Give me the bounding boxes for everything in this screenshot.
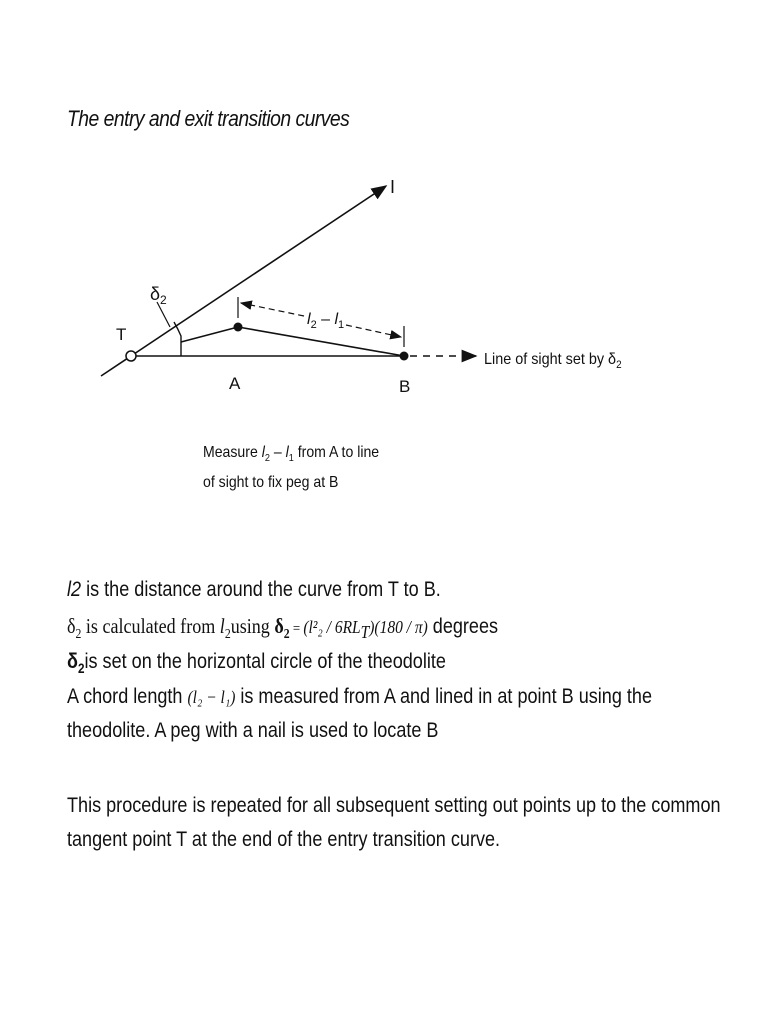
- chord-t-a: [181, 327, 238, 342]
- paragraph-delta2-formula: $\delta_2$ is calculated from $l_2using$ $\delta_2 = (l^2_2 / 6RL_T)(180 / \pi)$ degrees: [67, 614, 499, 643]
- label-t: T: [116, 325, 127, 344]
- label-i: I: [390, 177, 396, 197]
- dimension-left-arrow: [241, 303, 304, 316]
- label-a: A: [229, 374, 241, 393]
- point-a: [234, 323, 243, 332]
- paragraph-l2-definition: l2 is the distance around the curve from T to B.: [67, 578, 441, 601]
- label-delta2: $\delta_2$: [150, 284, 167, 307]
- label-line-of-sight: Line of sight set by $\delta_2$: [484, 350, 622, 372]
- caption-line-1: Measure $l_2 - l_1$ from A to line: [203, 444, 380, 465]
- point-b: [400, 352, 409, 361]
- dimension-right-arrow: [346, 325, 401, 337]
- label-b: B: [399, 377, 411, 396]
- paragraph-procedure-line-1: This procedure is repeated for all subsequent setting out points up to the common: [67, 794, 721, 817]
- point-t: [126, 351, 136, 361]
- paragraph-procedure-line-2: tangent point T at the end of the entry transition curve.: [67, 828, 501, 851]
- diagram-caption: [203, 441, 379, 495]
- page-title: The entry and exit transition curves: [67, 106, 350, 131]
- tangent-line: [101, 186, 386, 376]
- paragraph-chord-length: A chord length (l₂ − l₁) is measured from A and lined in at point B using the: [67, 685, 653, 708]
- paragraph-peg: theodolite. A peg with a nail is used to locate B: [67, 719, 439, 742]
- paragraph-delta2-set: $\delta_2is$ set on the horizontal circle of the theodolite: [67, 650, 446, 677]
- chord-a-b: [238, 327, 404, 356]
- caption-line-2: of sight to fix peg at B: [203, 474, 339, 492]
- label-chord-difference: $l_2 - l_1$: [307, 311, 345, 331]
